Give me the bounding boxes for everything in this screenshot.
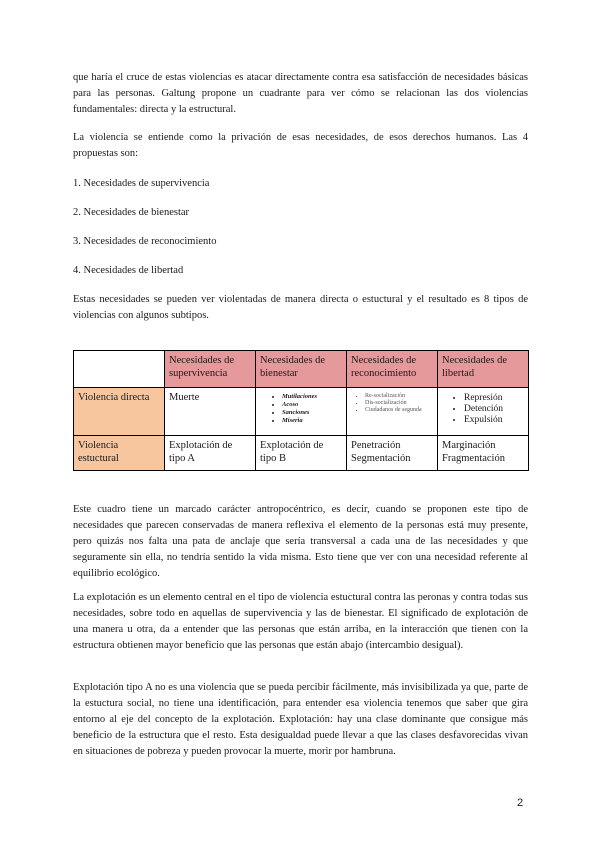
list-item: ▪ Dis-socialización: [365, 400, 433, 407]
wellbeing-subtypes-list: [260, 393, 342, 425]
list-item: • Represión: [464, 393, 524, 404]
needs-list-item: 1. Necesidades de supervivencia: [73, 178, 210, 189]
list-item: • Expulsión: [464, 415, 524, 426]
type-a-paragraph: Explotación tipo A no es una violencia que se pueda percibir fácilmente, más invisibilizada ya que, parte de la estuctura social, no tiene una identificación, para entender esa violencia tenemos que saber que gira entorno al eje del concepto de la explotación. Explotación: hay una clase dominante que consigue más beneficio de la estructura que el resto. Esta desigualdad puede llevar a que las clases desfavorecidas vivan en situaciones de pobreza y pueden provocar la muerte, morir por hambruna.: [73, 682, 528, 757]
cell-structural-survival: Explotación de tipo A: [165, 436, 256, 471]
header-freedom: Necesidades de libertad: [438, 351, 529, 388]
table-header-row: [74, 351, 529, 388]
freedom-subtypes-list: [442, 393, 524, 426]
violence-needs-table: [73, 350, 529, 471]
cell-structural-recognition: Penetración Segmentación: [347, 436, 438, 471]
recognition-subtypes-list: [351, 393, 433, 414]
cell-direct-recognition: [347, 388, 438, 436]
intro-paragraph: que haría el cruce de estas violencias es atacar directamente contra esa satisfacción de necesidades básicas para las personas. Galtung propone un cuadrante para ver cómo se relacionan las dos violencias fundamentales: directa y la estructural.: [73, 72, 528, 115]
direct-violence-row: [74, 388, 529, 436]
list-item: ▪ Ciudadanos de segunda: [365, 407, 433, 414]
list-item: • Sanciones: [282, 409, 342, 417]
header-recognition: Necesidades de reconocimiento: [347, 351, 438, 388]
needs-list-item: 4. Necesidades de libertad: [73, 265, 184, 276]
list-item: • Detención: [464, 404, 524, 415]
needs-list-item: 2. Necesidades de bienestar: [73, 207, 190, 218]
anthropocentric-paragraph: Este cuadro tiene un marcado carácter antropocéntrico, es decir, cuando se proponen este tipo de necesidades que parecen conservadas de manera reflexiva el elemento de la personas está muy presente, pero quizás nos falta una pata de anclaje que sería transversal a cada una de las necesidades y que seguramente sin ella, no tendría sentido la vida misma. Esto tiene que ver con una necesidad referente al equilibrio ecológico.: [73, 504, 528, 579]
structural-violence-row: [74, 436, 529, 471]
cell-structural-freedom: Marginación Fragmentación: [438, 436, 529, 471]
list-item: ▪ Re-socialización: [365, 393, 433, 400]
page-number: 2: [517, 797, 524, 809]
cell-direct-wellbeing: [256, 388, 347, 436]
list-item: • Miseria: [282, 417, 342, 425]
cell-direct-survival: Muerte: [165, 388, 256, 436]
row-label-direct: Violencia directa: [74, 388, 165, 436]
header-wellbeing: Necesidades de bienestar: [256, 351, 347, 388]
list-item: • Mutilaciones: [282, 393, 342, 401]
cell-structural-wellbeing: Explotación de tipo B: [256, 436, 347, 471]
cell-direct-freedom: [438, 388, 529, 436]
privation-paragraph: La violencia se entiende como la privación de esas necesidades, de esos derechos humanos. Las 4 propuestas son:: [73, 132, 528, 159]
needs-list-item: 3. Necesidades de reconocimiento: [73, 236, 217, 247]
exploitation-paragraph: La explotación es un elemento central en el tipo de violencia estuctural contra las peronas y contra todas sus necesidades, sobre todo en aquellas de supervivencia y las de bienestar. El significado de explotación de una manera u otra, da a entender que las personas que están arriba, en la interacción que tienen con la estructura obtienen mayor beneficio que las personas que están abajo (intercambio desigual).: [73, 592, 528, 651]
table-corner-cell: [74, 351, 165, 388]
types-paragraph: Estas necesidades se pueden ver violentadas de manera directa o estuctural y el resultado es 8 tipos de violencias con algunos subtipos.: [73, 294, 528, 321]
header-survival: Necesidades de supervivencia: [165, 351, 256, 388]
list-item: • Acoso: [282, 401, 342, 409]
row-label-structural: Violencia estuctural: [74, 436, 165, 471]
